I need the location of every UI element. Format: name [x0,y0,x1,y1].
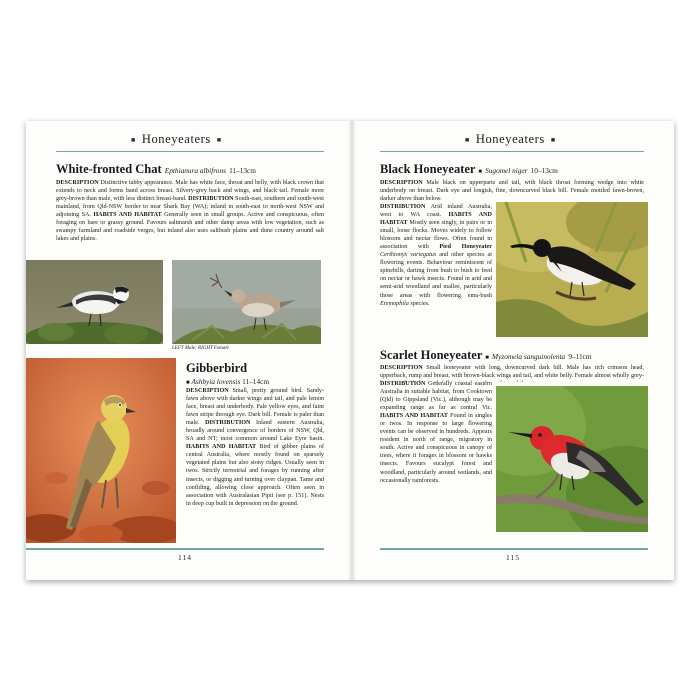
ornament-icon: ■ [131,135,136,144]
habits-label: HABITS AND HABITAT [186,444,257,451]
ornament-icon: ■ [216,135,222,144]
scientific-name: Epthianura albifrons [164,166,226,175]
distribution-label: DISTRIBUTION [205,420,251,427]
habits-label: HABITS AND HABITAT [380,413,448,420]
species-title [56,162,256,177]
species-subtitle [186,377,269,386]
footer-rule [380,548,648,550]
description-label: DESCRIPTION [380,365,423,371]
ornament-icon: ■ [485,355,489,361]
habits-text-rest: and other species at flowering events. Behaviour reminiscent of spinebills, darting from bush to bush to feed on nectar or hawk insects. Found in arid and semi-arid woodland and mallee, particularly those areas with flowering emu-bush [380,252,492,299]
distribution-text: Generally coastal eastern Australia in suitable habitat, from Cooktown (Qld) to Gippsland (Vic.), although may be expanding range as far as central Vic. [380,381,492,412]
page-header [131,132,222,147]
header-rule [380,151,644,152]
ornament-icon: ■ [465,135,470,144]
right-page [350,121,674,580]
page-header [465,132,556,147]
photo-scarlet-honeyeater [496,386,648,532]
species-name: Black Honeyeater [380,162,476,176]
species-title [186,361,247,376]
species-size: 10–13cm [530,166,558,175]
description-label: DESCRIPTION [380,180,423,186]
habits-label: HABITS AND HABITAT [380,212,492,227]
scientific-name: Myzomela sanguinolenta [492,352,566,361]
related-species: Pied Honeyeater [439,244,492,251]
photo-black-honeyeater [496,202,648,337]
description-text: Distinctive tabby appearance. Male has white face, throat and belly, with black crown that extends to neck and forms band across breast. Silvery-grey back and wings, and black tail. Female more grey-brown than male, with less distinct breast-band. [56,180,324,203]
species-title [380,162,558,177]
species-size: 9–11cm [568,352,592,361]
description-label: DESCRIPTION [186,388,229,394]
photo-gibberbird [26,358,176,543]
header-rule [56,151,324,152]
ornament-icon: ■ [478,169,482,175]
header-title: Honeyeaters [141,132,211,146]
related-scientific: Certhionyx variegatus [380,252,437,259]
ornament-icon: ■ [186,380,190,386]
species-text [380,380,492,485]
header-title: Honeyeaters [475,132,545,146]
habits-text: Found in singles or twos. In response to large flowering events can be observed in hundreds. Appears resident in north of range, migratory in south. Active and conspicuous in canopy of trees, where it forages in blossom or hawks insects. Favours eucalypt forest and woodland, particularly around wetlands, and occasionally rainforests. [380,413,493,484]
ornament-icon: ■ [550,135,556,144]
left-page [26,121,350,580]
scientific-name: Sugomel niger [485,166,528,175]
page-number: 114 [178,553,192,562]
photo-chat-female [172,260,321,344]
habits-text-end: species. [410,300,430,307]
habits-label: HABITS AND HABITAT [93,212,162,219]
distribution-text: South-east, southern and south-west mainland, from Qld-NSW border to near Shark Bay (WA); inland in south-east to north-west NSW and adjoining SA. [56,196,324,219]
photo-chat-male [26,260,163,344]
description-text: Male black on upperparts and tail, with black throat forming wedge into white underbody on breast. Dark eye and longish, fine, downcurved black bill. Female mottled fawn-brown, darker above than below. [380,180,644,203]
species-size: 11–13cm [229,166,256,175]
habits-text: Mostly seen singly, in pairs or in small, loose flocks. Moves widely to follow blossom and nectar flows. Often found in association with [380,220,492,251]
habits-text: Generally seen in small groups. Active and conspicuous, often foraging on bare or grassy ground. Favours saltmarsh and other damp areas with low vegetation, such as swampy farmland and roadside verges, but inland also uses saltbush plains and dune country around salt lakes and plains. [56,212,324,243]
plant-genus: Eremophila [380,300,409,307]
footer-rule [26,548,324,550]
species-title [380,348,592,363]
open-book-spread [26,121,674,580]
species-name: Gibberbird [186,361,248,375]
distribution-text: Inland eastern Australia, broadly around convergence of borders of NSW, Qld, SA and NT; most common around Lake Eyre basin. [186,420,324,443]
species-text [186,387,324,508]
description-text: Small honeyeater with long, downcurved dark bill. Male has rich crimson head, upperback, rump and breast, with brown-black wings and tail, and white belly. Female almost wholly grey- [380,365,644,380]
scientific-name: Ashbyia lovensis [191,377,241,386]
distribution-text: Arid inland Australia, west to WA coast. [380,204,492,219]
species-size: 11–14cm [242,377,270,386]
page-number: 115 [506,553,520,562]
species-name: White-fronted Chat [56,162,162,176]
photo-caption: LEFT Male; RIGHT Female [172,346,229,351]
species-text [56,179,324,243]
description-label: DESCRIPTION [56,180,99,186]
description-text: Small, pretty ground bird. Sandy-fawn above with darker wings and tail, and pale lemon face, breast and underbody. Pale yellow eyes, and faint fawn stripe through eye. Dark bill. Female is paler than male. [186,388,324,427]
species-text [380,203,492,308]
distribution-label: DISTRIBUTION [380,381,426,387]
habits-text: Bird of gibber plains of central Australia, where mostly found on sparsely vegetated plains but also stony ridges. Usually seen in twos. Strictly terrestrial and forages by running after insects, or digging and turning over claypan. Tame and confiding, allowing close approach. Often seen in association with Australasian Pipit (see p. 151). Nests in deep cup built in depression on the ground. [186,444,324,507]
species-name: Scarlet Honeyeater [380,348,483,362]
distribution-label: DISTRIBUTION [380,204,426,210]
distribution-label: DISTRIBUTION [188,196,234,203]
